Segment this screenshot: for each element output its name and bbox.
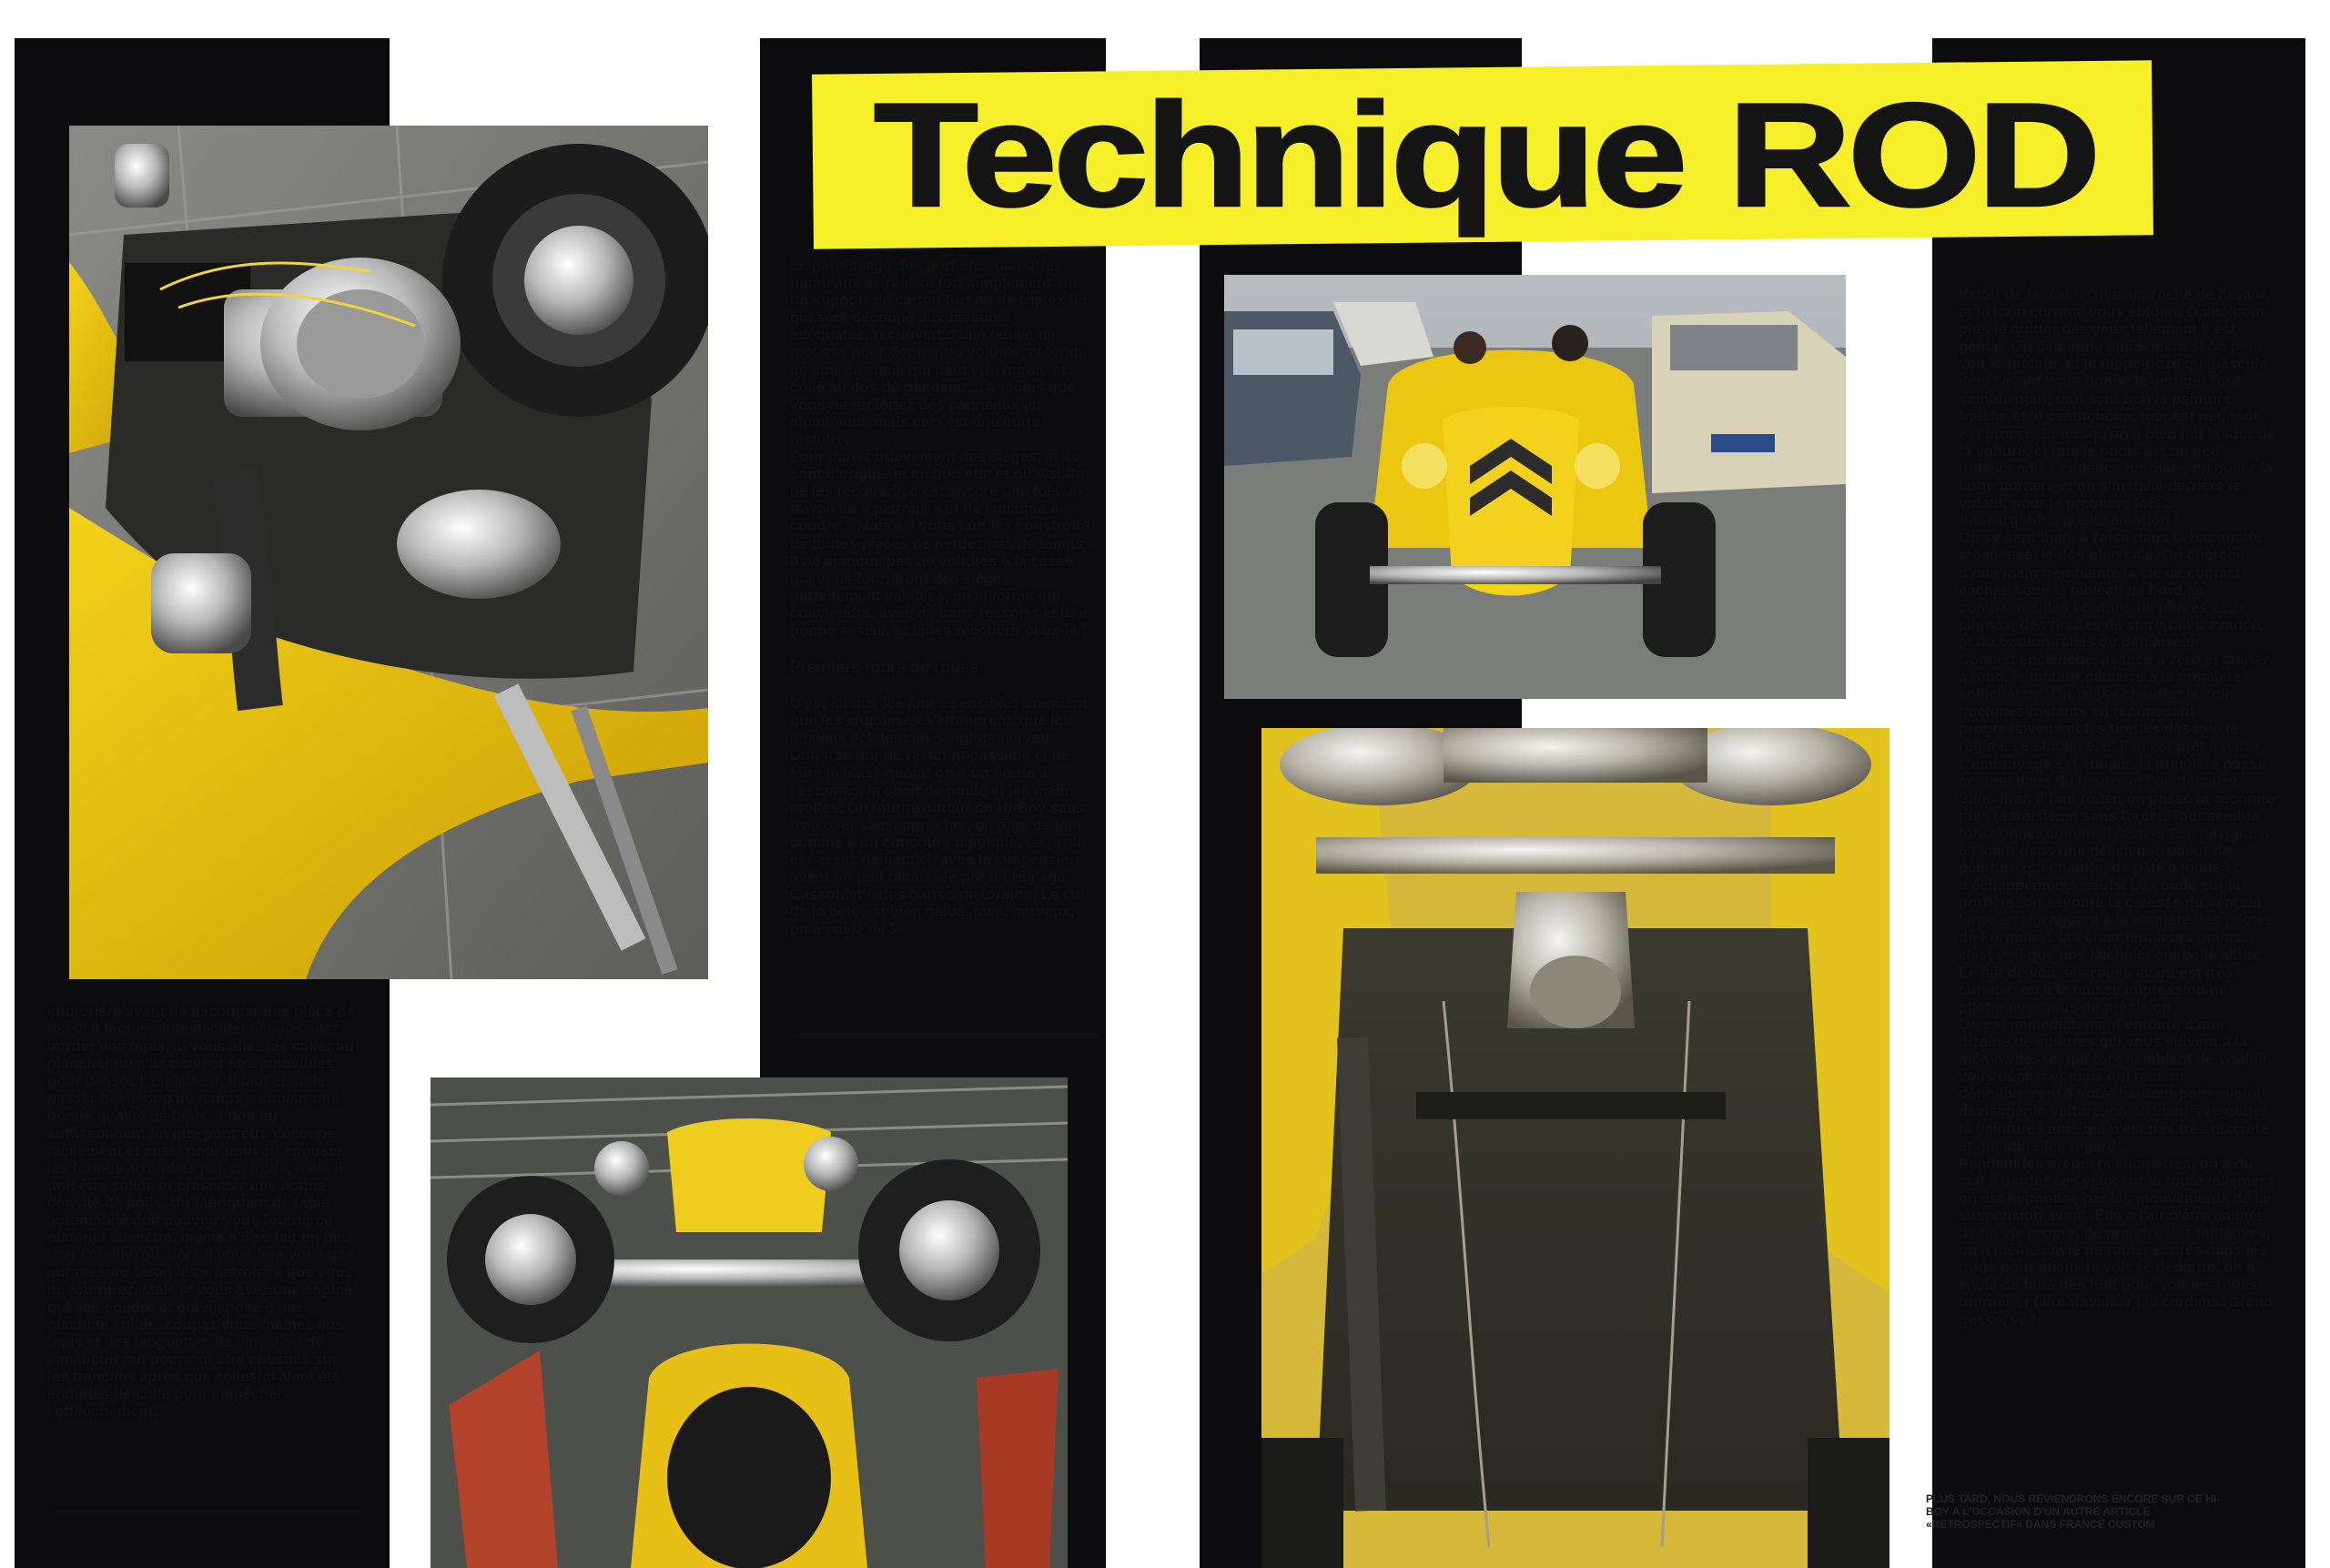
underside-photo bbox=[1261, 728, 1889, 1568]
footnote: PLUS TARD, NOUS REVIENDRONS ENCORE SUR CE HI-BOY A L'OCCASION D'UN AUTRE ARTICLE «RETROSPECTIF» DANS FRANCE CUSTOM bbox=[1926, 1492, 2221, 1531]
column-1-rule bbox=[55, 1509, 360, 1513]
column-3-text bbox=[1959, 286, 2277, 1329]
column-2-rule bbox=[794, 1034, 1099, 1038]
column-3-paragraph-3: On se sent bien, à l'aise dans la banquette moelleuse, le dos bien calé. On cherche d'une main tremblante la clé de contact, cachée sous le tableau de bord en compagnie des boutons de phares et de clignos, des tirettes de starter et d'avance, et du bouton-relais du démarreur bbox=[1959, 529, 2264, 651]
street-photo bbox=[1224, 275, 1846, 699]
column-3-paragraph-7: Pendant les premiers kilomètres, on a du mal à garder ses yeux sur la route tellement on est hypnotisé par les mouvements de la suspension avant. Elle a l'air d'être animée d'une vie propre, de prendre des initiatives, on a même envie de rouler exprès dans les trous pour mieux la voir se débattre, on a envie de faire des huit pour voir les roues tourner et faire travailler les cardans. Grand gosse, va ! bbox=[1959, 1154, 2274, 1329]
column-1-paragraph: couturière avant de découper une pièce de tissu. Il faut ensuite décider si vous allez border vos tapis, si vous allez les coller au plancher ou s'ils doivent être amovibles pour passez l'aspirateur. Il faut ensuite passer beaucoup de temps à choisir une bonne qualité de tapis. Il doit être suffisemment fin que pour être découpé facilement et aussi pour pouvoir épouser les formes arrondies par endroits, mais il doit être solide et présenter une bonne densité de poils. Un fabriquant de tapis automobile doit pouvoir vous fournir ce matériel au mètre, même s'il se fait un peu tirer l'oreille, ou alors il vous fera vos tapis sur mesure selon les « patrons » que vous lui fournirez. Mais si vous avez une copine qui sait coudre et qui dispose d'une machine solide, coupez vous-mêmes vos tapis et des languettes de vinyle ou de simili-cuir qui pourront être cousues sur les tranches après que celles-ci aient été enduites de colle pour empêcher l'effilochement. bbox=[47, 1003, 355, 1421]
column-2-paragraph-1: Le garnissage des portières ou autres panneaux se réalise fort simplement sur un support de carton fort ou de triplex fin, qui sera découpé aux mesures adéquates, recouvert d'une feuille de mousse pour donner du volume, et tendu de cuir de simili qui peut être agrafé et collé au dos du panneau ... à moins que vous ne préfériez des panneaux en aluminium, mais ceci est une autre histoire. bbox=[790, 257, 1091, 448]
column-2-paragraph-4: Dur, très dur de rester impassible et de faire le blasé quand on a un nœud à l'estomac, la chair de poule et les mains moites. On tourne autour du Hi-Boy sans trop oser s'en approcher, on juge de loin comme à un concours hippique. Le profil est assez démentiel, avec la suspension avant un poil rabaissée par un réglage « Cassoulet » des barres de torsion. Le cul de la bête est bien galbé, racé, nerveux, on a envie de le bbox=[790, 746, 1086, 938]
column-2-paragraph-3: C'est ici que les âmes sensibles craquent, que les angoissés s'effondrent, que les anxieux éclatent en sanglots nerveux. bbox=[790, 694, 1092, 747]
engine-photo bbox=[69, 126, 708, 979]
column-2-paragraph-2: Pour parler brièvement des sièges, si ils sont d'origine et en bon état et qu'il suffit de les recouvrir, c'est encore une fois un travail de « patrons » et de machine à coudre... Mais s'il vous faut les construire de toutes pièces ne perdez pas de temps ! Il ne manque pas de voitures à la casse qui vous fourniront des sièges parfaitement valables, de la forme qui conviendra, avec de bons ressorts et une bonne assise, et faites recouvrir ceux-là ! bbox=[790, 448, 1093, 639]
section-heading: Premiers tours de roues bbox=[790, 658, 979, 677]
page-title: Technique ROD bbox=[874, 72, 2098, 238]
column-1-text bbox=[47, 1003, 361, 1420]
lift-photo bbox=[431, 1077, 1068, 1568]
column-3-paragraph-1: flatter de la main. On s'approche de l'avant, et le train chromé vous éblouit. On ne peut plus le quitter des yeux tellement il est génial. On demande timidement si on peut voir le moteur, et le flippe-noze qui bascule vers l'avant vous donne le vertige. Tout semble neuf, tout sent bon la peinture fraîche et le caoutchouc, tout est net, tout est propre. Et lorsqu'on a bien fait le tour de la voiture, et que le pouls est un peu redescendu à cadence normale, on ouvre la large portière et on s'installe derrière le volant, pour la première fois... bbox=[1959, 286, 2275, 512]
column-3-paragraph-2: Aaaaarghhh... quelle émotion ! bbox=[1959, 511, 2179, 530]
column-2-text bbox=[790, 257, 1093, 937]
column-3-paragraph-4: Contact enclenché, avance à zéro et starter à fond, le moteur démarre à la première sollicitation. On laisse chauffer la colle quelques instants en repoussant progressivement les tirettes dès que le régime se stabilise, et l'on est prêt à partir. bbox=[1959, 650, 2270, 755]
column-3-paragraph-5: L'embrayage est souple, la première passe comme dans du beurre et l'on démarre... Sans tirer, il faut roder, on passe la seconde puis la troisième sans forcer. Tout semble fonctionner comme il faut, et l'on navigue à 60 km/h dans une délicieuse odeur de peinture qui chauffe, de pâte à joints et d'échappements neufs. Le coude sur la portière, on savoure la caresse du vent du large en zigzaguant à la manière des pilotes de Formule-1 qui chauffent leurs pneus... c'est vrai que nos Michelin ont belle allure. Le fait de voir ses roues avant est très curieux, on a la fausse impression de piloter avec plus de précision. bbox=[1959, 754, 2274, 1016]
column-3-paragraph-6: On est immédiatement entouré d'une dizaine de voitures qui vous suivent à la même vitesse, qui font semblant de vouloir vous dépasser mais qui restent définitivement à votre hauteur pour mieux dévisager la voiture, on en vient à regretter la peinture jaune qui n'est pas très discrète et qui attire les regards bbox=[1959, 1015, 2269, 1155]
